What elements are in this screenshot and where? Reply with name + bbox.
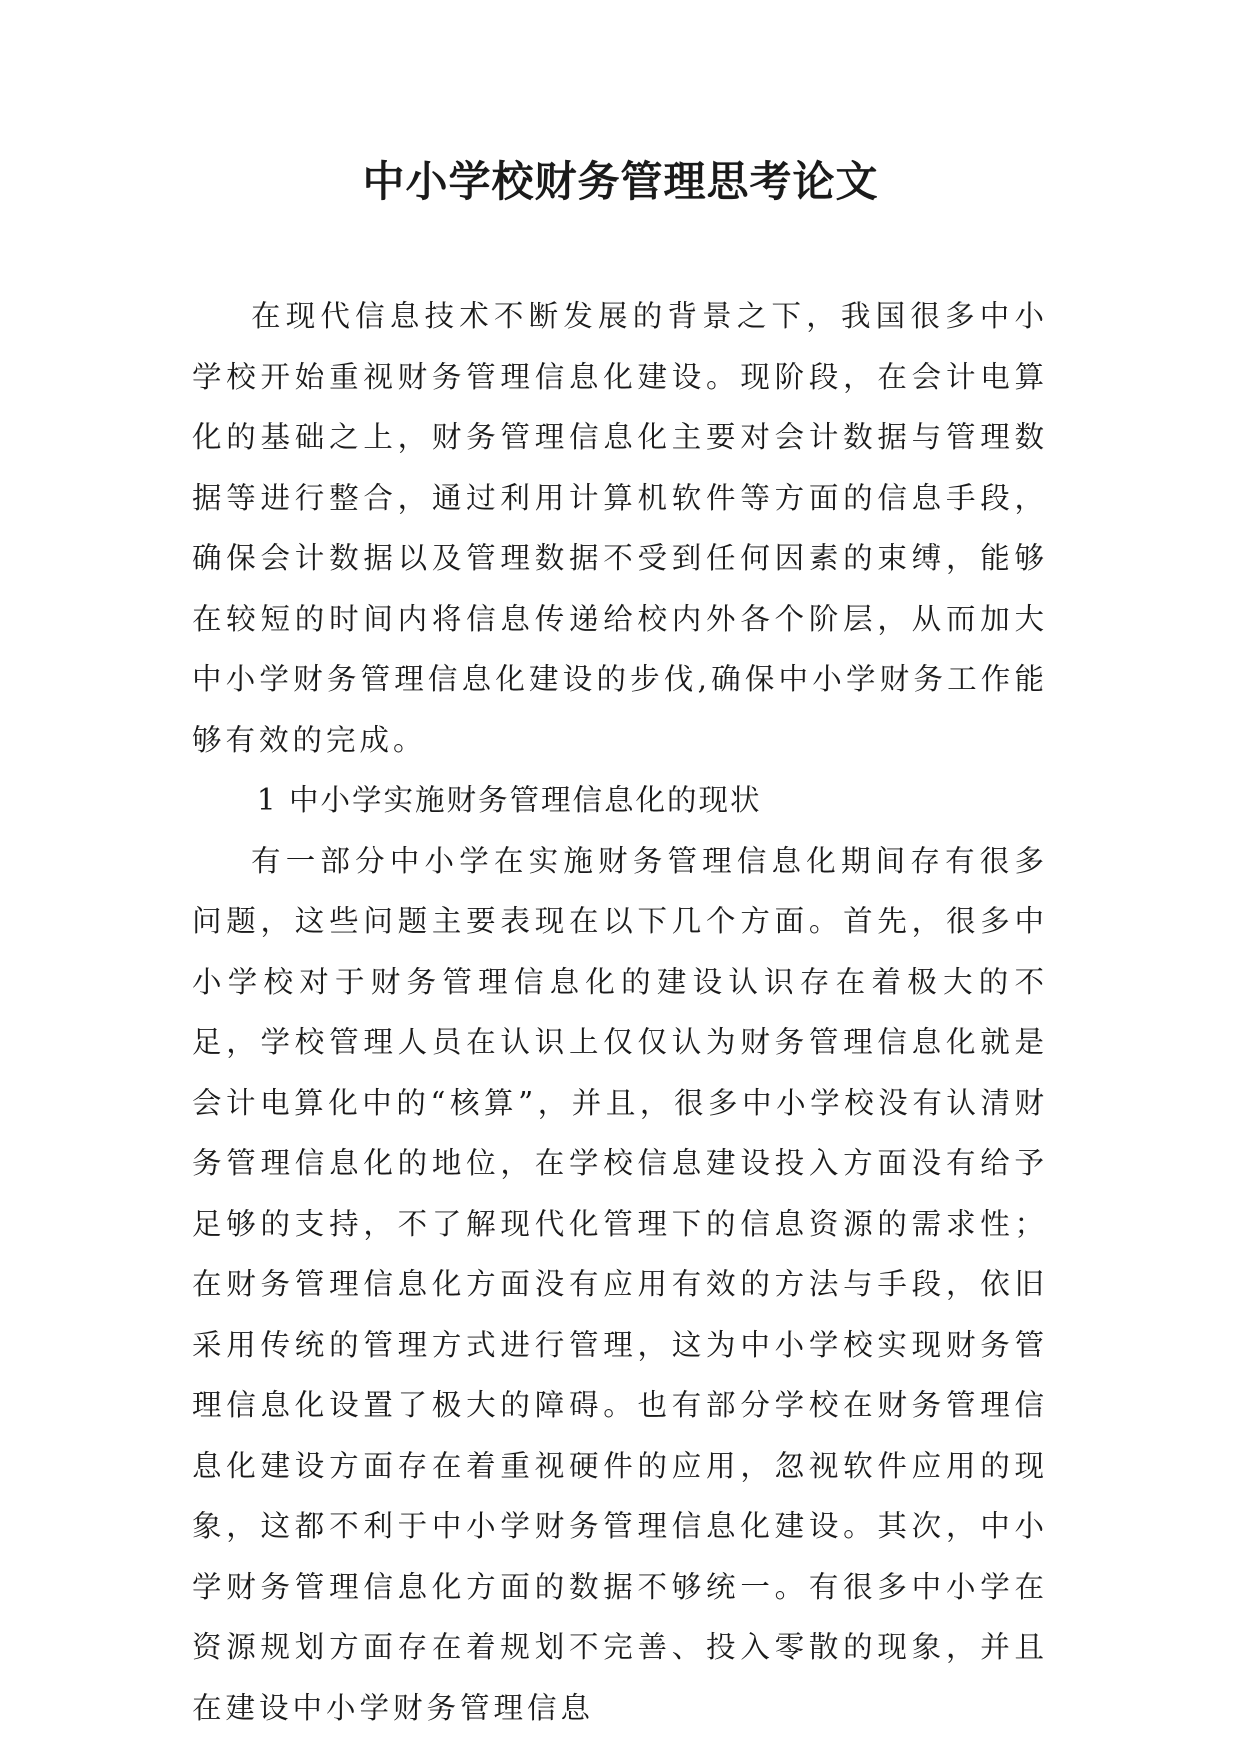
section-heading-1: 1 中小学实施财务管理信息化的现状 (256, 783, 762, 817)
document-title: 中小学校财务管理思考论文 (362, 157, 879, 206)
paragraph-section-1: 有一部分中小学在实施财务管理信息化期间存有很多问题，这些问题主要表现在以下几个方面。首先，很多中小学校对于财务管理信息化的建设认识存在着极大的不足，学校管理人员在认识上仅仅认为财务管理信息化就是会计电算化中的“核算”，并且，很多中小学校没有认清财务管理信息化的地位，在学校信息建设投入方面没有给予足够的支持，不了解现代化管理下的信息资源的需求性；在财务管理信息化方面没有应用有效的方法与手段，依旧采用传统的管理方式进行管理，这为中小学校实现财务管理信息化设置了极大的障碍。也有部分学校在财务管理信息化建设方面存在着重视硬件的应用，忽视软件应用的现象，这都不利于中小学财务管理信息化建设。其次，中小学财务管理信息化方面的数据不够统一。有很多中小学在资源规划方面存在着规划不完善、投入零散的现象，并且在建设中小学财务管理信息 (192, 843, 1048, 1725)
document-body (192, 286, 1048, 1738)
paragraph-intro: 在现代信息技术不断发展的背景之下，我国很多中小学校开始重视财务管理信息化建设。现阶段，在会计电算化的基础之上，财务管理信息化主要对会计数据与管理数据等进行整合，通过利用计算机软件等方面的信息手段，确保会计数据以及管理数据不受到任何因素的束缚，能够在较短的时间内将信息传递给校内外各个阶层，从而加大中小学财务管理信息化建设的步伐,确保中小学财务工作能够有效的完成。 (192, 299, 1048, 757)
